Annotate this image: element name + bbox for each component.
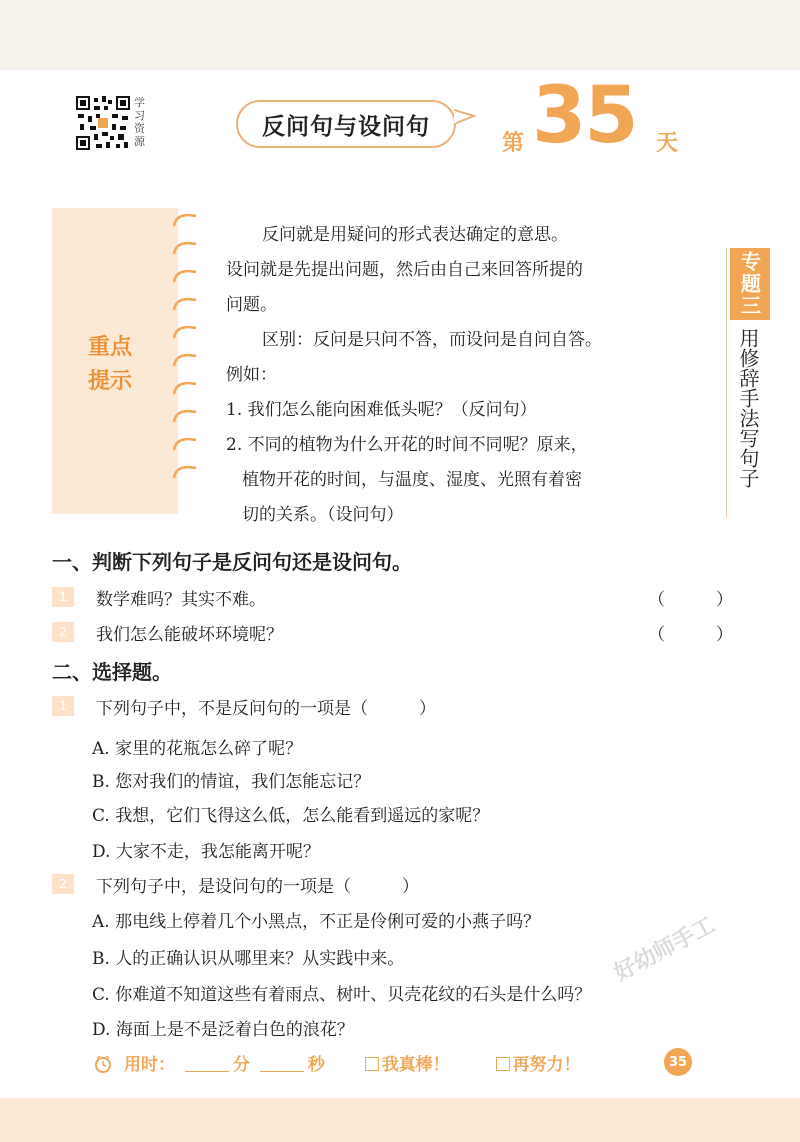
key-point-line: 反问就是用疑问的形式表达确定的意思。 bbox=[262, 225, 568, 245]
option-a[interactable]: A. 那电线上停着几个小黑点，不正是伶俐可爱的小燕子吗？ bbox=[92, 912, 541, 932]
option-a[interactable]: A. 家里的花瓶怎么碎了呢？ bbox=[92, 739, 303, 759]
top-band bbox=[0, 0, 800, 70]
page-number: 35 bbox=[664, 1048, 692, 1076]
ring-icon bbox=[170, 346, 200, 374]
answer-blank[interactable]: （ ） bbox=[648, 590, 733, 610]
question-text: 下列句子中，是设问句的一项是（ ） bbox=[96, 877, 419, 897]
question-number-badge: 2 bbox=[52, 874, 74, 894]
key-points-text bbox=[226, 218, 696, 533]
qr-code-icon[interactable] bbox=[76, 96, 130, 150]
section1-heading: 一、判断下列句子是反问句还是设问句。 bbox=[52, 550, 412, 574]
topic-title: 用修辞手法写句子 bbox=[736, 328, 760, 488]
option-b[interactable]: B. 您对我们的情谊，我们怎能忘记？ bbox=[92, 772, 371, 792]
key-point-line: 2. 不同的植物为什么开花的时间不同呢？原来， bbox=[226, 435, 588, 455]
answer-blank[interactable]: （ ） bbox=[648, 625, 733, 645]
key-point-line: 问题。 bbox=[226, 295, 277, 315]
ring-icon bbox=[170, 374, 200, 402]
ring-icon bbox=[170, 402, 200, 430]
key-point-line: 区别：反问是只问不答，而设问是自问自答。 bbox=[262, 330, 602, 350]
key-points-label: 重点 提示 bbox=[87, 334, 132, 394]
topic-tab: 专题三 bbox=[730, 248, 770, 320]
question-number-badge: 1 bbox=[52, 587, 74, 607]
ring-icon bbox=[170, 290, 200, 318]
minutes-input[interactable] bbox=[185, 1056, 229, 1072]
option-d[interactable]: D. 大家不走，我怎能离开呢？ bbox=[92, 842, 320, 862]
seconds-input[interactable] bbox=[260, 1056, 304, 1072]
seconds-label: 秒 bbox=[307, 1055, 325, 1075]
ring-icon bbox=[170, 206, 200, 234]
option-b[interactable]: B. 人的正确认识从哪里来？从实践中来。 bbox=[92, 949, 405, 969]
ring-icon bbox=[170, 430, 200, 458]
great-label: 我真棒！ bbox=[381, 1055, 450, 1075]
question-text: 我们怎么能破坏环境呢？ bbox=[96, 625, 283, 645]
section2-heading: 二、选择题。 bbox=[52, 660, 172, 684]
question-text: 数学难吗？其实不难。 bbox=[96, 590, 266, 610]
key-point-line: 设问就是先提出问题，然后由自己来回答所提的 bbox=[226, 260, 583, 280]
bubble-tail-icon bbox=[454, 108, 476, 128]
minutes-label: 分 bbox=[232, 1055, 250, 1075]
ring-icon bbox=[170, 234, 200, 262]
day-number: 35 bbox=[532, 71, 637, 161]
lesson-title: 反问句与设问句 bbox=[236, 100, 456, 148]
ring-icon bbox=[170, 318, 200, 346]
option-c[interactable]: C. 我想，它们飞得这么低，怎么能看到遥远的家呢？ bbox=[92, 806, 490, 826]
ring-icon bbox=[170, 262, 200, 290]
time-label: 用时： bbox=[124, 1055, 175, 1075]
ring-icon bbox=[170, 458, 200, 486]
question-number-badge: 2 bbox=[52, 622, 74, 642]
question-number-badge: 1 bbox=[52, 696, 74, 716]
notebook-rings bbox=[170, 206, 204, 486]
key-point-line: 切的关系。（设问句） bbox=[242, 505, 404, 525]
bottom-band bbox=[0, 1098, 800, 1142]
time-record bbox=[124, 1050, 581, 1075]
watermark: 好幼师手工 bbox=[610, 912, 720, 987]
key-point-line: 1. 我们怎么能向困难低头呢？（反问句） bbox=[226, 400, 537, 420]
try-checkbox[interactable] bbox=[496, 1057, 510, 1071]
key-point-line: 植物开花的时间，与温度、湿度、光照有着密 bbox=[242, 470, 582, 490]
clock-icon bbox=[94, 1054, 112, 1074]
key-point-line: 例如： bbox=[226, 365, 277, 385]
qr-label: 学习资源 bbox=[134, 96, 145, 148]
great-checkbox[interactable] bbox=[365, 1057, 379, 1071]
question-text: 下列句子中，不是反问句的一项是（ ） bbox=[96, 699, 436, 719]
day-prefix: 第 bbox=[502, 130, 525, 156]
try-label: 再努力！ bbox=[512, 1055, 581, 1075]
option-c[interactable]: C. 你难道不知道这些有着雨点、树叶、贝壳花纹的石头是什么吗？ bbox=[92, 985, 592, 1005]
side-divider bbox=[726, 248, 727, 518]
day-suffix: 天 bbox=[656, 130, 679, 156]
option-d[interactable]: D. 海面上是不是泛着白色的浪花？ bbox=[92, 1020, 354, 1040]
